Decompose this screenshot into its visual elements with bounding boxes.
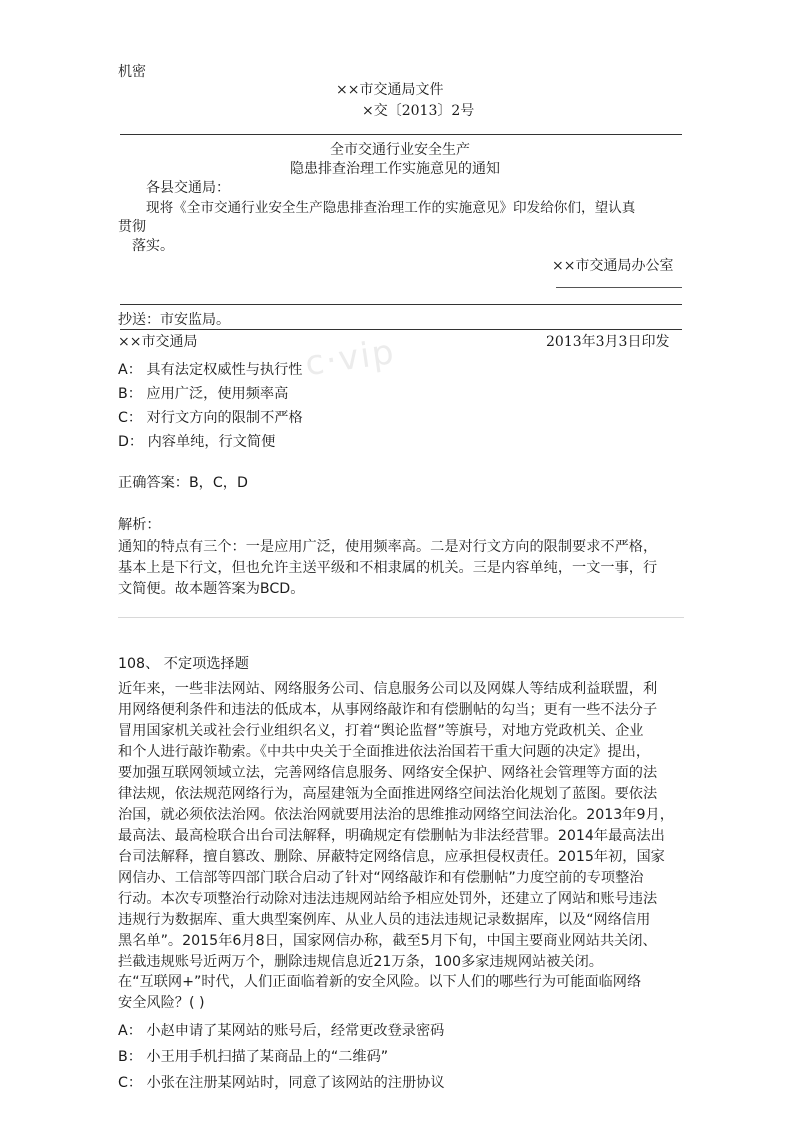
doc-body-line3: 落实。 xyxy=(132,238,174,254)
doc-signature: ××市交通局办公室 xyxy=(552,258,674,274)
q107-analysis-label: 解析： xyxy=(118,517,161,533)
classification-label: 机密 xyxy=(118,64,146,80)
q108-header: 108、 不定项选择题 xyxy=(118,656,249,672)
doc-title-line1: 全市交通行业安全生产 xyxy=(330,142,470,158)
q108-option-a: A： 小赵申请了某网站的账号后，经常更改登录密码 xyxy=(118,1023,445,1039)
q108-question-line: 安全风险？( ) xyxy=(118,995,205,1011)
cc-bottom-rule xyxy=(120,329,682,330)
q108-option-c: C： 小张在注册某网站时，同意了该网站的注册协议 xyxy=(118,1075,445,1091)
watermark: c·vip xyxy=(302,331,398,385)
doc-salutation: 各县交通局： xyxy=(146,180,230,196)
cc-top-rule xyxy=(120,304,682,305)
q107-option-b: B： 应用广泛，使用频率高 xyxy=(118,386,289,402)
q108-passage-line: 网信办、工信部等四部门联合启动了针对“网络敲诈和有偿删帖”力度空前的专项整治 xyxy=(118,870,644,886)
q108-passage-line: 台司法解释，擅自篡改、删除、屏蔽特定网络信息，应承担侵权责任。2015年初，国家 xyxy=(118,849,665,865)
q108-option-b: B： 小王用手机扫描了某商品上的“二维码” xyxy=(118,1049,389,1065)
q108-passage-line: 最高法、最高检联合出台司法解释，明确规定有偿删帖为非法经营罪。2014年最高法出 xyxy=(118,828,665,844)
doc-body-line2: 贯彻 xyxy=(118,219,146,235)
q108-passage-line: 近年来，一些非法网站、网络服务公司、信息服务公司以及网媒人等结成利益联盟，利 xyxy=(118,681,658,697)
q107-analysis-line: 文简便。故本题答案为BCD。 xyxy=(118,581,305,597)
q108-question-line: 在“互联网+”时代，人们正面临着新的安全风险。以下人们的哪些行为可能面临网络 xyxy=(118,974,642,990)
issuer-title: ××市交通局文件 xyxy=(336,82,444,98)
q107-analysis-line: 基本上是下行文，但也允许主送平级和不相隶属的机关。三是内容单纯，一文一事，行 xyxy=(118,560,658,576)
doc-footer-right: 2013年3月3日印发 xyxy=(546,334,670,350)
signature-underline xyxy=(556,287,682,288)
section-divider xyxy=(118,617,684,618)
doc-number: ×交〔2013〕2号 xyxy=(362,103,475,119)
q108-passage-line: 要加强互联网领域立法，完善网络信息服务、网络安全保护、网络社会管理等方面的法 xyxy=(118,765,658,781)
q108-passage-line: 行动。本次专项整治行动除对违法违规网站给予相应处罚外，还建立了网站和账号违法 xyxy=(118,891,658,907)
q108-passage-line: 和个人进行敲诈勒索。《中共中央关于全面推进依法治国若干重大问题的决定》提出， xyxy=(118,744,651,760)
q108-passage-line: 治国，就必须依法治网。依法治网就要用法治的思维推动网络空间法治化。2013年9月， xyxy=(118,807,674,823)
q107-option-a: A： 具有法定权威性与执行性 xyxy=(118,362,303,378)
q107-option-d: D： 内容单纯，行文简便 xyxy=(118,434,276,450)
doc-cc: 抄送：市安监局。 xyxy=(118,312,230,328)
q108-passage-line: 律法规，依法规范网络行为，高屋建瓴为全面推进网络空间法治化规划了蓝图。要依法 xyxy=(118,786,658,802)
q108-passage-line: 冒用国家机关或社会行业组织名义，打着“舆论监督”等旗号，对地方党政机关、企业 xyxy=(118,723,644,739)
q108-passage-line: 用网络便利条件和违法的低成本，从事网络敲诈和有偿删帖的勾当；更有一些不法分子 xyxy=(118,702,658,718)
doc-footer-left: ××市交通局 xyxy=(118,334,198,350)
header-rule xyxy=(120,134,682,135)
doc-body-line1: 现将《全市交通行业安全生产隐患排查治理工作的实施意见》印发给你们，望认真 xyxy=(146,200,636,216)
doc-title-line2: 隐患排查治理工作实施意见的通知 xyxy=(290,161,500,177)
q107-answer: 正确答案：B，C，D xyxy=(118,475,248,491)
q108-passage-line: 违规行为数据库、重大典型案例库、从业人员的违法违规记录数据库，以及“网络信用 xyxy=(118,912,651,928)
q107-option-c: C： 对行文方向的限制不严格 xyxy=(118,410,303,426)
q107-analysis-line: 通知的特点有三个：一是应用广泛，使用频率高。二是对行文方向的限制要求不严格， xyxy=(118,539,658,555)
q108-passage-line: 拦截违规账号近两万个，删除违规信息近21万条，100多家违规网站被关闭。 xyxy=(118,954,603,970)
q108-passage-line: 黑名单”。2015年6月8日，国家网信办称，截至5月下旬，中国主要商业网站共关闭、 xyxy=(118,933,657,949)
